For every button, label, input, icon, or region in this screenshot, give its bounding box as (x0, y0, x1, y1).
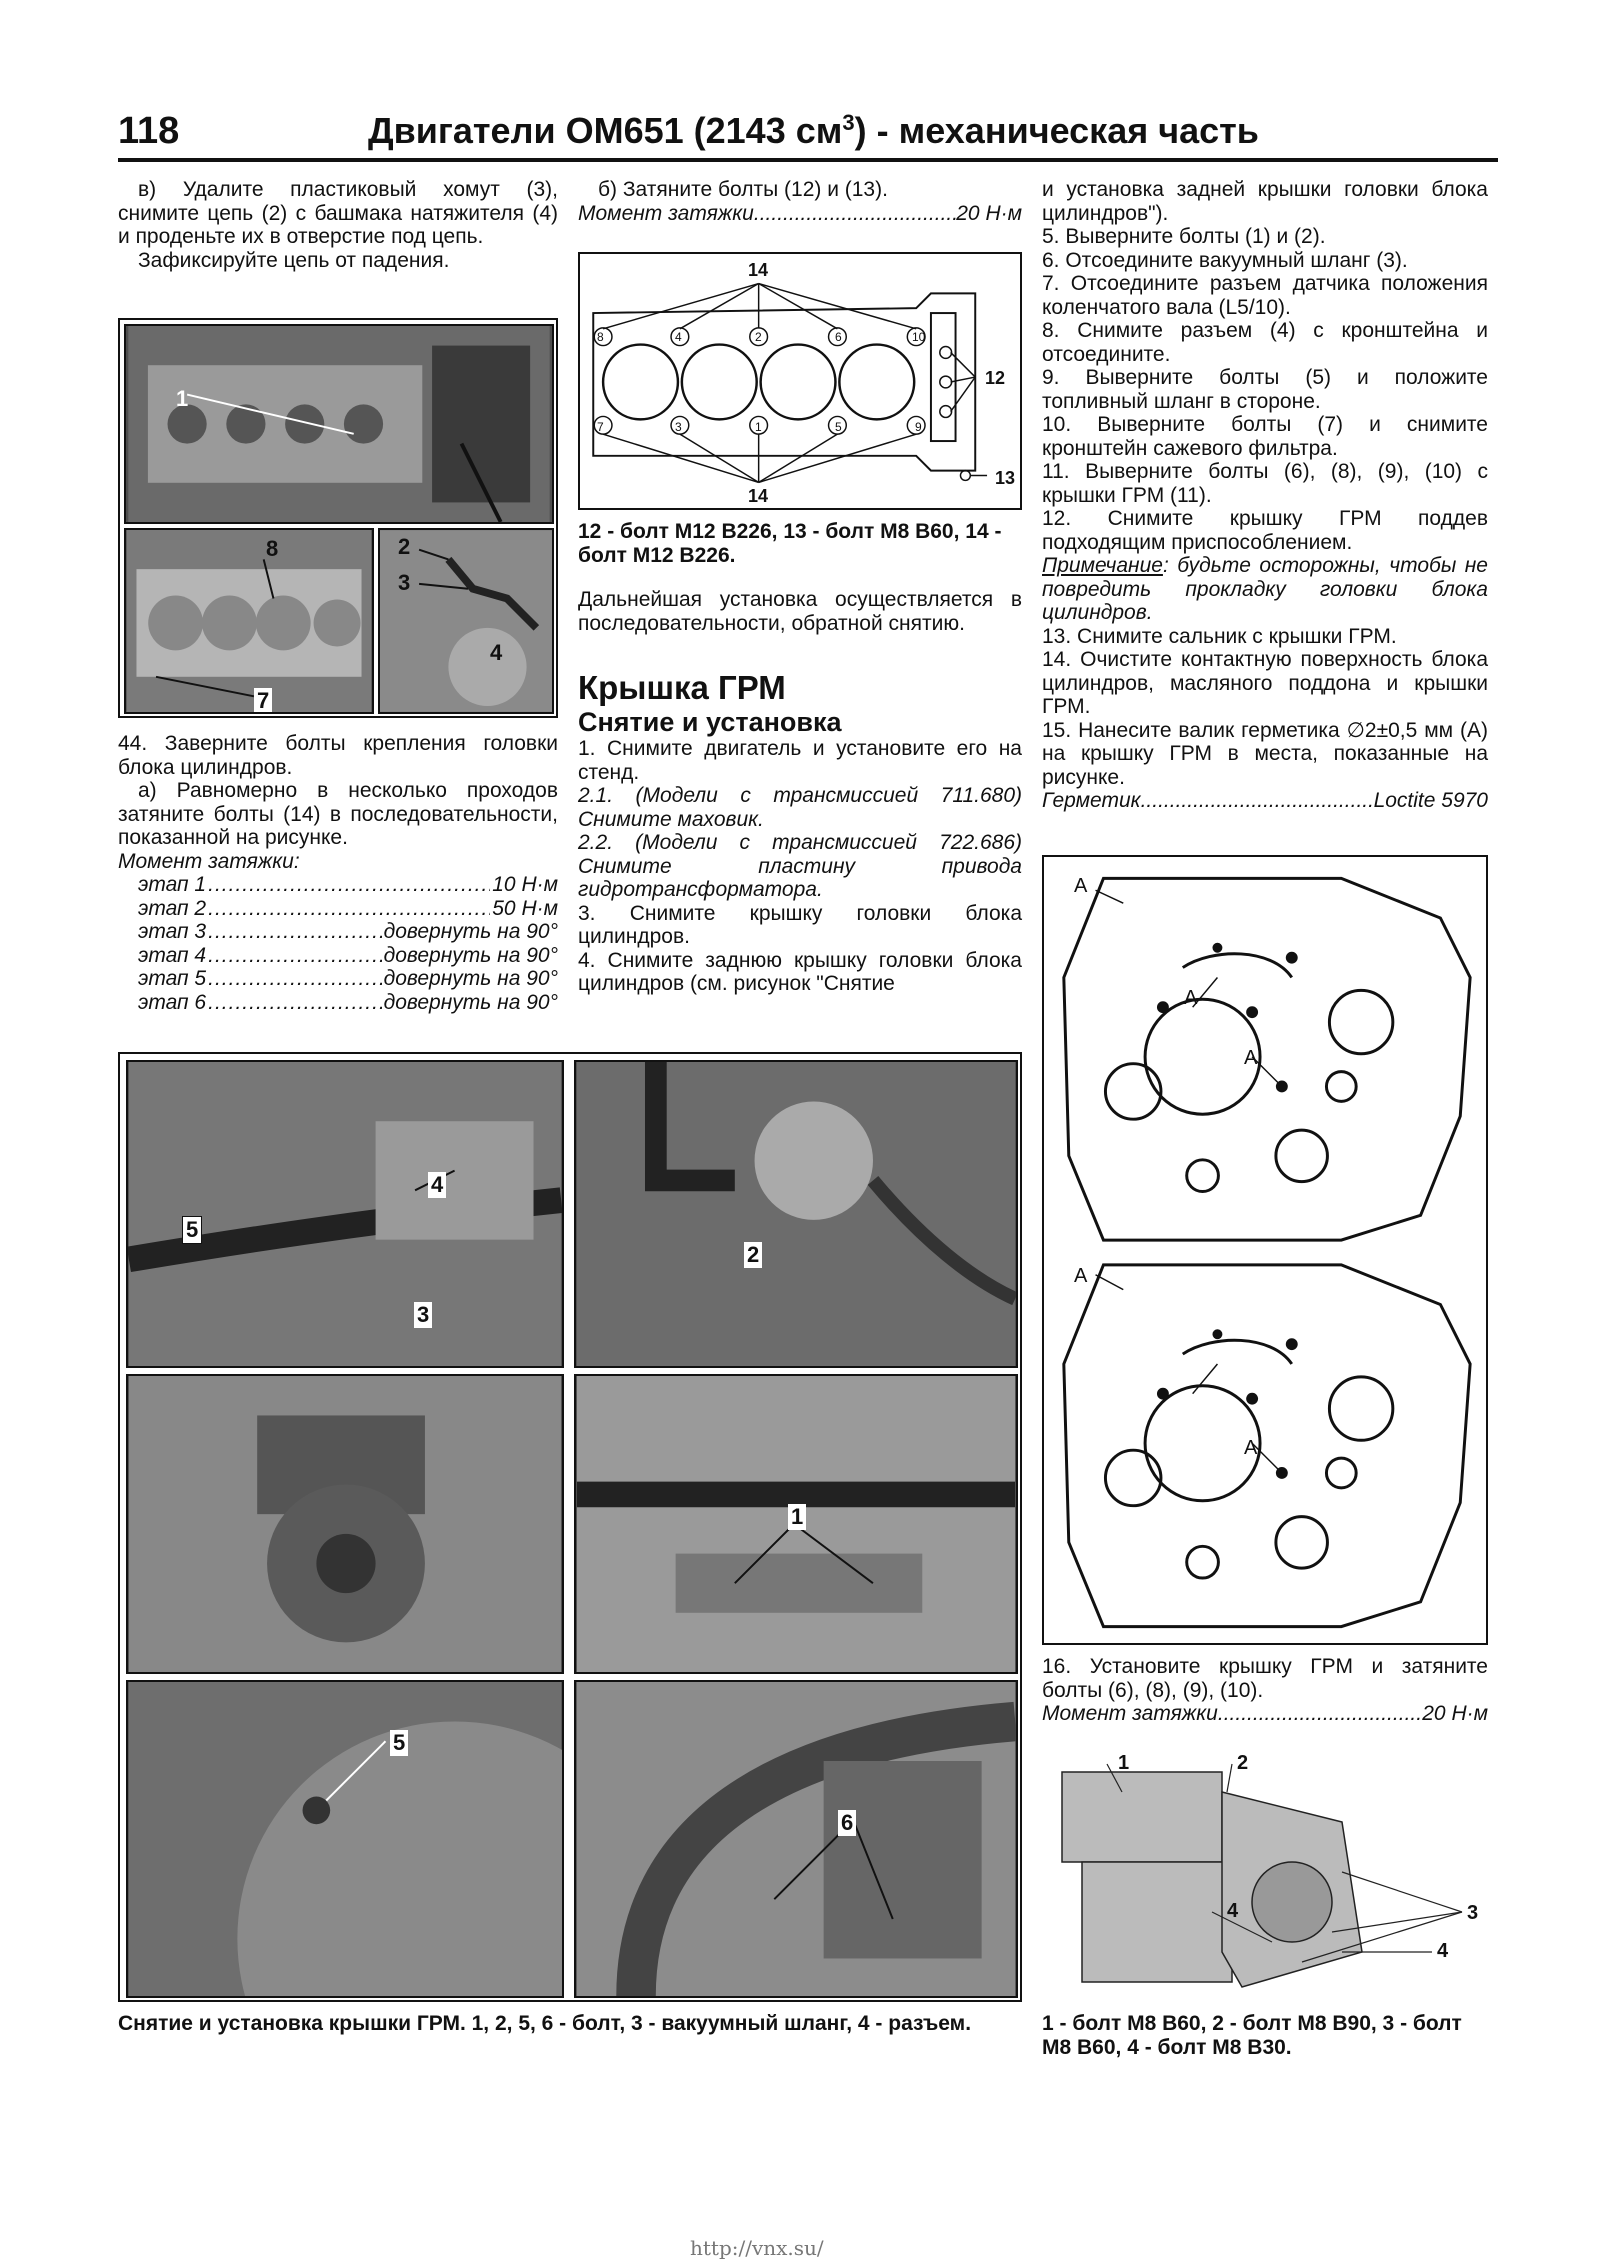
timing-cover-drawings (1042, 855, 1488, 1645)
timing-cover-photo-figure (118, 1052, 1022, 2002)
dot-leader (208, 944, 381, 968)
note-text: : будьте осторожны, чтобы не повредить прокладку головки блока цилиндров. (1042, 554, 1488, 624)
torque-stage: этап 5 (138, 967, 207, 990)
bolt-num-3: 3 (675, 420, 682, 434)
bolt-sequence-drawing (580, 254, 1020, 508)
torque-row (138, 991, 558, 1015)
engine-label-3: 3 (1467, 1902, 1479, 1924)
diagram-label-13: 13 (995, 468, 1016, 488)
torque-value: довернуть на 90° (383, 967, 558, 990)
title-main: Двигатели OM651 (2143 см (368, 110, 843, 151)
photo-flywheel-side-image (128, 1682, 562, 1996)
dot-leader (208, 920, 381, 944)
col1-intro (118, 178, 558, 272)
title-tail: ) - механическая часть (854, 110, 1259, 151)
torque-row (138, 873, 558, 897)
subsection-title: Снятие и установка (578, 707, 842, 737)
torque-value: довернуть на 90° (383, 990, 558, 1014)
photo-label-2: 2 (398, 534, 411, 559)
bolt-num-1: 1 (755, 420, 762, 434)
torque-row (138, 967, 558, 991)
engine-drawing (1042, 1752, 1488, 2002)
bottom-label-2: 2 (744, 1242, 762, 1268)
bottom-label-4: 4 (428, 1172, 446, 1198)
chain-photo (378, 528, 554, 714)
photo-flywheel-side (126, 1680, 564, 1998)
dot-leader (208, 897, 490, 921)
photo-label-7: 7 (254, 688, 272, 714)
further-install: Дальнейшая установка осуществляется в последовательности, обратной снятию. (578, 588, 1022, 635)
col3-step16 (1042, 1655, 1488, 1726)
dot-leader (754, 202, 956, 226)
diagram-caption: 12 - болт М12 В226, 13 - болт М8 В60, 14 - болт М12 В226. (578, 520, 1002, 567)
bottom-label-5: 5 (182, 1216, 202, 1244)
engine-label-4a: 4 (1227, 1900, 1239, 1922)
photo-chain-bolts (574, 1374, 1018, 1674)
dot-leader (208, 967, 381, 991)
torque-value: 50 Н·м (492, 896, 558, 920)
engine-label-1: 1 (1118, 1752, 1130, 1774)
bottom-label-1: 1 (788, 1504, 806, 1530)
col3-step-8: 8. Снимите разъем (4) с кронштейна и отсоедините. (1042, 319, 1488, 366)
engine-caption: 1 - болт М8 В60, 2 - болт М8 В90, 3 - болт М8 В60, 4 - болт М8 В30. (1042, 2012, 1462, 2059)
step-44a: а) Равномерно в несколько проходов затяните болты (14) в последовательности, показанной на рисунке. (118, 779, 558, 849)
dot-leader (208, 991, 381, 1015)
torque-line-col3 (1042, 1702, 1488, 1726)
bolt-num-6: 6 (835, 330, 842, 344)
step-v: в) Удалите пластиковый хомут (3), снимите цепь (2) с башмака натяжителя (4) и проденьте их в отверстие под цепь. (118, 178, 558, 248)
head-gasket-photo (124, 528, 374, 714)
torque-label-3: Момент затяжки (1042, 1702, 1218, 1725)
head-top-photo-image (126, 326, 552, 522)
sealant-value: Loctite 5970 (1373, 789, 1488, 812)
photo-cover-bolts (574, 1680, 1018, 1998)
diagram-label-14-bottom: 14 (748, 486, 769, 506)
photo-label-1: 1 (176, 386, 189, 411)
col2-step-2-1: 2.1. (Модели с трансмиссией 711.680) Снимите маховик. (578, 784, 1022, 831)
sealant-label: Герметик (1042, 789, 1141, 812)
engine-label-2: 2 (1237, 1752, 1249, 1774)
photo-label-3: 3 (398, 570, 411, 595)
torque-row (138, 920, 558, 944)
col3-step-14: 14. Очистите контактную поверхность блока цилиндров, масляного поддона и крышки ГРМ. (1042, 648, 1488, 718)
torque-value: 10 Н·м (492, 873, 558, 896)
col3-step-6: 6. Отсоедините вакуумный шланг (3). (1042, 248, 1408, 272)
head-gasket-photo-image (126, 530, 372, 712)
head-top-photo (124, 324, 554, 524)
cover-label-a4: A (1074, 1265, 1088, 1287)
torque-value: довернуть на 90° (383, 943, 558, 967)
col3-step-7: 7. Отсоедините разъем датчика положения коленчатого вала (L5/10). (1042, 272, 1488, 319)
bolt-num-10: 10 (912, 330, 926, 344)
bolt-num-5: 5 (835, 420, 842, 434)
cover-label-a5: A (1244, 1437, 1258, 1459)
header-rule (118, 158, 1498, 162)
dot-leader (1141, 789, 1374, 813)
torque-label-1: Момент затяжки: (118, 849, 300, 873)
bolt-num-4: 4 (675, 330, 682, 344)
col3-step-13: 13. Снимите сальник с крышки ГРМ. (1042, 624, 1397, 648)
col3-note (1042, 554, 1488, 625)
photo-label-4: 4 (490, 640, 503, 665)
torque-value-3: 20 Н·м (1422, 1702, 1488, 1725)
col3-step-12: 12. Снимите крышку ГРМ поддев подходящим приспособлением. (1042, 507, 1488, 554)
cover-label-a2: A (1184, 987, 1198, 1009)
photo-cover-bolts-image (576, 1682, 1016, 1996)
col2-top (578, 178, 1022, 225)
dot-leader (1218, 1702, 1422, 1726)
title-superscript: 3 (842, 110, 855, 135)
sealant-line (1042, 789, 1488, 813)
page-title (368, 110, 1498, 152)
head-photo-figure (118, 318, 558, 718)
bolt-num-8: 8 (597, 330, 604, 344)
page-number: 118 (118, 110, 180, 152)
col2-step-3: 3. Снимите крышку головки блока цилиндров. (578, 901, 1022, 948)
bolt-num-9: 9 (915, 420, 922, 434)
torque-line-col2 (578, 202, 1022, 226)
cover-label-a1: A (1074, 875, 1088, 897)
footer-url[interactable]: http://vnx.su/ (690, 2236, 824, 2260)
bolt-sequence-diagram (578, 252, 1022, 510)
torque-label-2: Момент затяжки (578, 201, 754, 225)
bottom-figure-caption: Снятие и установка крышки ГРМ. 1, 2, 5, 6 - болт, 3 - вакуумный шланг, 4 - разъем. (118, 2012, 972, 2035)
bottom-label-6: 6 (838, 1810, 856, 1836)
diagram-label-12: 12 (985, 368, 1006, 388)
step-b: б) Затяните болты (12) и (13). (598, 178, 888, 201)
engine-bolt-drawing (1042, 1752, 1488, 2002)
note-label: Примечание (1042, 554, 1163, 577)
bolt-num-7: 7 (597, 420, 604, 434)
torque-stage: этап 1 (138, 873, 207, 896)
torque-stage: этап 2 (138, 896, 207, 920)
col3-continuation: и установка задней крышки головки блока цилиндров"). (1042, 178, 1488, 225)
torque-stage: этап 3 (138, 920, 207, 943)
col1-torque (118, 732, 558, 1014)
torque-row (138, 897, 558, 921)
engine-label-4b: 4 (1437, 1940, 1449, 1962)
photo-label-8: 8 (266, 536, 279, 561)
cover-label-a3: A (1244, 1047, 1258, 1069)
bolt-num-2: 2 (755, 330, 762, 344)
col2-step-4: 4. Снимите заднюю крышку головки блока цилиндров (см. рисунок "Снятие (578, 948, 1022, 995)
col3-step-11: 11. Выверните болты (6), (8), (9), (10) с крышки ГРМ (11). (1042, 460, 1488, 507)
col2-step-1: 1. Снимите двигатель и установите его на стенд. (578, 737, 1022, 784)
timing-cover-drawing (1044, 857, 1486, 1643)
diagram-label-14-top: 14 (748, 260, 769, 280)
torque-row (138, 944, 558, 968)
col3-step-9: 9. Выверните болты (5) и положите топливный шланг в стороне. (1042, 366, 1488, 413)
col3-step-10: 10. Выверните болты (7) и снимите кронштейн сажевого фильтра. (1042, 413, 1488, 460)
step-44: 44. Заверните болты крепления головки блока цилиндров. (118, 732, 558, 779)
photo-hose-image (128, 1062, 562, 1366)
col3-step-15: 15. Нанесите валик герметика ∅2±0,5 мм (А) на крышку ГРМ в места, показанные на рисунке. (1042, 718, 1488, 789)
torque-stage: этап 6 (138, 990, 207, 1014)
torque-table (118, 873, 558, 1014)
section-title: Крышка ГРМ (578, 669, 786, 706)
torque-stage: этап 4 (138, 943, 207, 967)
torque-value-2: 20 Н·м (956, 201, 1022, 225)
photo-engine-front-image (128, 1376, 562, 1672)
fix-chain: Зафиксируйте цепь от падения. (138, 248, 450, 272)
col2-step-2-2: 2.2. (Модели с трансмиссией 722.686) Снимите пластину привода гидротрансформатора. (578, 831, 1022, 901)
photo-engine-front (126, 1374, 564, 1674)
photo-hose (126, 1060, 564, 1368)
torque-value: довернуть на 90° (383, 920, 558, 943)
photo-connector-image (576, 1062, 1016, 1366)
col2-body (578, 588, 1022, 996)
bottom-label-5b: 5 (390, 1730, 408, 1756)
col3-body (1042, 178, 1488, 813)
col3-step-16: 16. Установите крышку ГРМ и затяните болты (6), (8), (9), (10). (1042, 1655, 1488, 1702)
col3-step-5: 5. Выверните болты (1) и (2). (1042, 225, 1326, 248)
photo-connector (574, 1060, 1018, 1368)
bottom-label-3: 3 (414, 1302, 432, 1328)
dot-leader (208, 873, 490, 897)
